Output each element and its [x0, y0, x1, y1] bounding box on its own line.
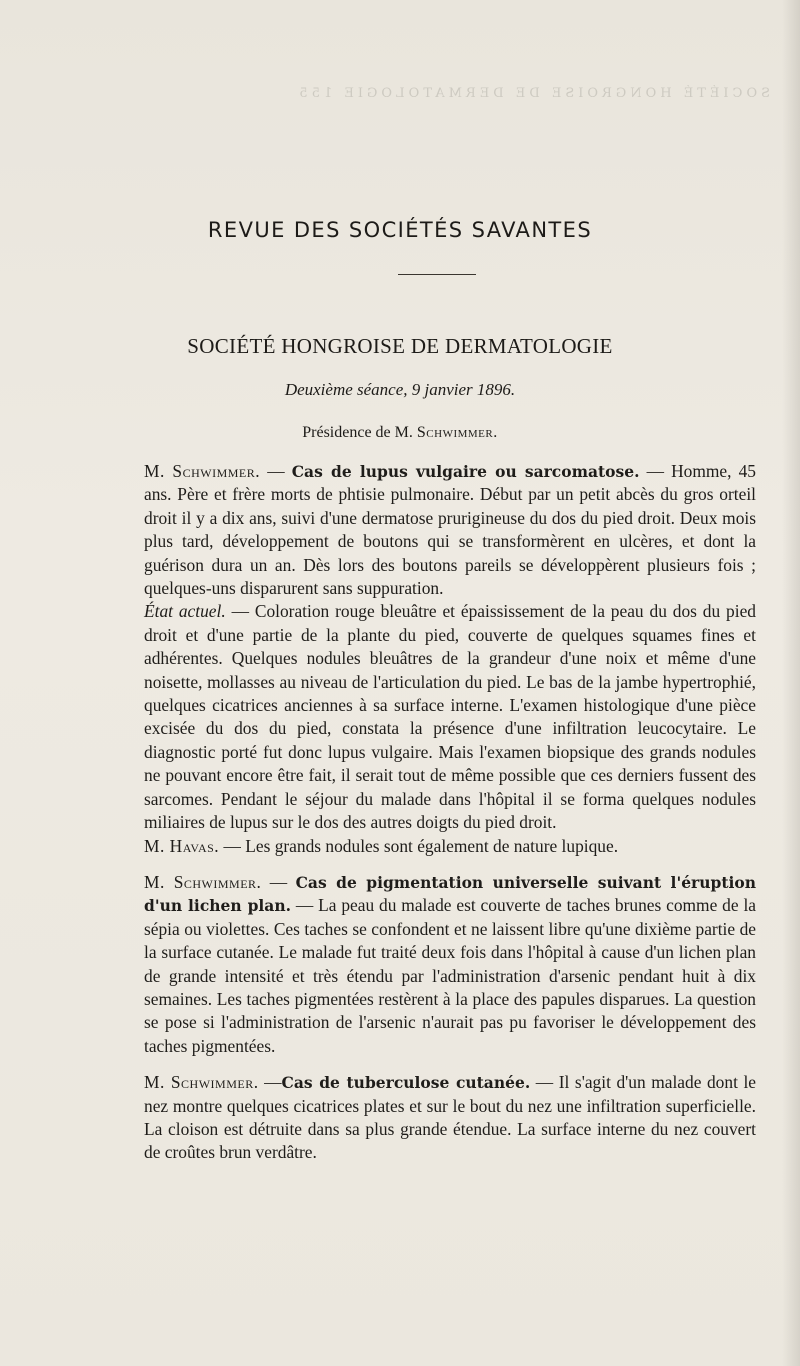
paragraph-text: — Coloration rouge bleuâtre et épaississement de la peau du dos du pied droit et d'une partie de la plante du pied, couverte de quelques squames fines et adhérentes. Quelques nodules bleuâtres de la grandeur d'une noix et même d'une noisette, mollasses au niveau de l'articulation du pied. Le bas de la jambe hypertrophié, quelques cicatrices anciennes à sa surface interne. L'examen histologique d'une pièce excisée du dos du pied, constata la présence d'une infiltration leucocytaire. Le diagnostic porté fut donc lupus vulgaire. Mais l'examen biopsique des grands nodules ne pouvant encore être fait, il serait tout de même possible que ces derniers fussent des sarcomes. Pendant le séjour du malade dans l'hôpital il se forma quelques nodules miliaires de lupus sur le dos des autres doigts du pied droit.: [144, 601, 756, 833]
paragraph-etat-actuel: [144, 600, 756, 834]
case-title: Cas de tuberculose cutanée.: [281, 1073, 531, 1093]
paragraph-tuberculosis-case: [144, 1071, 756, 1165]
dash: —: [258, 1072, 282, 1093]
presidence-prefix: Présidence de M.: [302, 424, 417, 441]
paragraph-pigmentation-case: [144, 871, 756, 1058]
case-title: Cas de pigmentation universelle suivant l'éruption d'un lichen plan.: [144, 872, 756, 916]
section-lead: État actuel.: [144, 601, 226, 622]
society-heading: SOCIÉTÉ HONGROISE DE DERMATOLOGIE: [187, 334, 613, 358]
title-rule: [398, 274, 476, 275]
dash: —: [260, 461, 292, 481]
speaker-name: M. Havas.: [144, 835, 220, 856]
paragraph-text: — Homme, 45 ans. Père et frère morts de phtisie pulmonaire. Début par un petit abcès du gros orteil droit il y a dix ans, suivi d'une dermatose prurigineuse du dos du pied droit. Deux mois plus tard, développement de boutons qui se transformèrent en ulcères, et dont la guérison dura un an. Dès lors des boutons pareils se développèrent plusieurs fois ; quelques-uns disparurent sans suppuration.: [144, 461, 756, 599]
paragraph-lupus-case: [144, 460, 756, 600]
journal-title: REVUE DES SOCIÉTÉS SAVANTES: [207, 218, 593, 242]
speaker-name: M. Schwimmer.: [144, 871, 262, 892]
session-line: Deuxième séance, 9 janvier 1896.: [284, 380, 516, 399]
speaker-name: M. Schwimmer.: [144, 461, 261, 481]
paragraph-text: — Les grands nodules sont également de nature lupique.: [219, 835, 619, 856]
dash: —: [261, 871, 296, 892]
paragraph-havas: [144, 835, 756, 858]
bleed-through-header: SOCIÉTÉ HONGROISE DE DERMATOLOGIE 155: [295, 86, 770, 101]
president-name: Schwimmer.: [416, 424, 498, 441]
article-body: [144, 460, 756, 1165]
case-title: Cas de lupus vulgaire ou sarcomatose.: [291, 462, 640, 481]
speaker-name: M. Schwimmer.: [144, 1072, 259, 1093]
paragraph-text: — Il s'agit d'un malade dont le nez montre quelques cicatrices plates et sur le bout du nez une infiltration superficielle. La cloison est détruite dans sa plus grande étendue. La surface interne du nez couvert de croûtes brun verdâtre.: [144, 1072, 757, 1163]
paragraph-text: — La peau du malade est couverte de taches brunes comme de la sépia ou violettes. Ces taches se confondent et ne laissent libre qu'une dixième partie de la surface cutanée. Le malade fut traité deux fois dans l'hôpital à cause d'un lichen plan de grande intensité et très étendu par l'administration d'arsenic pendant huit à dix semaines. Les taches pigmentées restèrent à la place des papules disparues. La question se pose si l'administration de l'arsenic n'aurait pas pu favoriser le développement des taches pigmentées.: [144, 895, 757, 1056]
presidence-line: [0, 424, 800, 442]
spine-shadow: [782, 0, 800, 1366]
